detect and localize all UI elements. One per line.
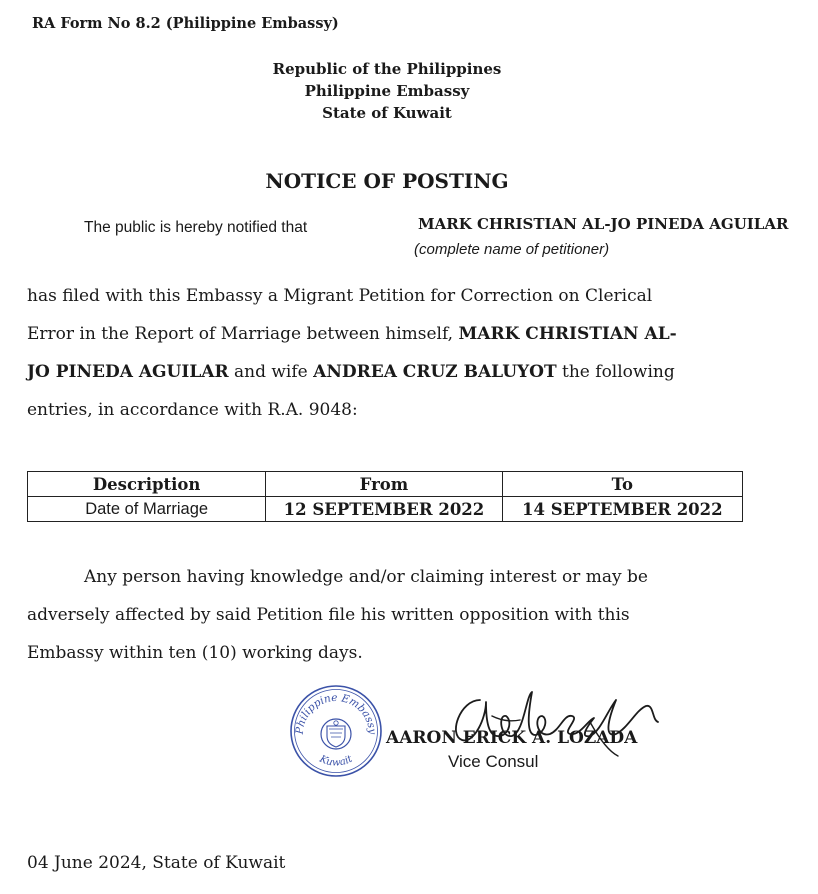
header-state: State of Kuwait bbox=[322, 104, 452, 122]
paragraph2-line-3: Embassy within ten (10) working days. bbox=[27, 643, 363, 663]
wife-name: ANDREA CRUZ BALUYOT bbox=[313, 362, 557, 382]
paragraph2-line-2: adversely affected by said Petition file his written opposition with this bbox=[27, 605, 630, 625]
signatory-title: Vice Consul bbox=[448, 752, 539, 771]
svg-text:Kuwait bbox=[317, 753, 355, 768]
header-description: Description bbox=[28, 472, 266, 497]
body-line-1: has filed with this Embassy a Migrant Petition for Correction on Clerical bbox=[27, 286, 653, 306]
body-line-2 bbox=[27, 324, 677, 344]
petitioner-name: MARK CHRISTIAN AL-JO PINEDA AGUILAR bbox=[418, 215, 789, 233]
table-header-row bbox=[28, 472, 743, 497]
signatory-name: AARON ERICK A. LOZADA bbox=[386, 728, 638, 748]
cell-description: Date of Marriage bbox=[28, 497, 266, 522]
notice-title: NOTICE OF POSTING bbox=[265, 169, 509, 193]
header-to: To bbox=[502, 472, 742, 497]
seal-top-text: Philippine Embassy bbox=[293, 691, 379, 735]
header-from: From bbox=[266, 472, 502, 497]
husband-name-part1: MARK CHRISTIAN AL- bbox=[458, 324, 677, 344]
footer-date: 04 June 2024, State of Kuwait bbox=[27, 853, 286, 873]
body-text: Error in the Report of Marriage between himself, bbox=[27, 324, 459, 344]
handwritten-signature-icon bbox=[440, 680, 670, 760]
body-line-4: entries, in accordance with R.A. 9048: bbox=[27, 400, 358, 420]
embassy-seal-icon bbox=[289, 684, 383, 778]
seal-bottom-text: Kuwait bbox=[317, 753, 355, 769]
header-embassy: Philippine Embassy bbox=[304, 82, 470, 100]
cell-to: 14 SEPTEMBER 2022 bbox=[502, 497, 742, 522]
cell-from: 12 SEPTEMBER 2022 bbox=[266, 497, 502, 522]
paragraph2-line-1: Any person having knowledge and/or claiming interest or may be bbox=[84, 567, 648, 587]
notice-intro: The public is hereby notified that bbox=[84, 219, 308, 236]
petitioner-caption: (complete name of petitioner) bbox=[414, 241, 610, 258]
form-number: RA Form No 8.2 (Philippine Embassy) bbox=[32, 15, 339, 32]
body-line-3 bbox=[27, 362, 675, 382]
body-text: the following bbox=[556, 362, 675, 382]
header-republic: Republic of the Philippines bbox=[272, 60, 502, 78]
body-text: and wife bbox=[228, 362, 314, 382]
husband-name-part2: JO PINEDA AGUILAR bbox=[27, 362, 229, 382]
entries-table bbox=[27, 471, 743, 522]
table-row bbox=[28, 497, 743, 522]
